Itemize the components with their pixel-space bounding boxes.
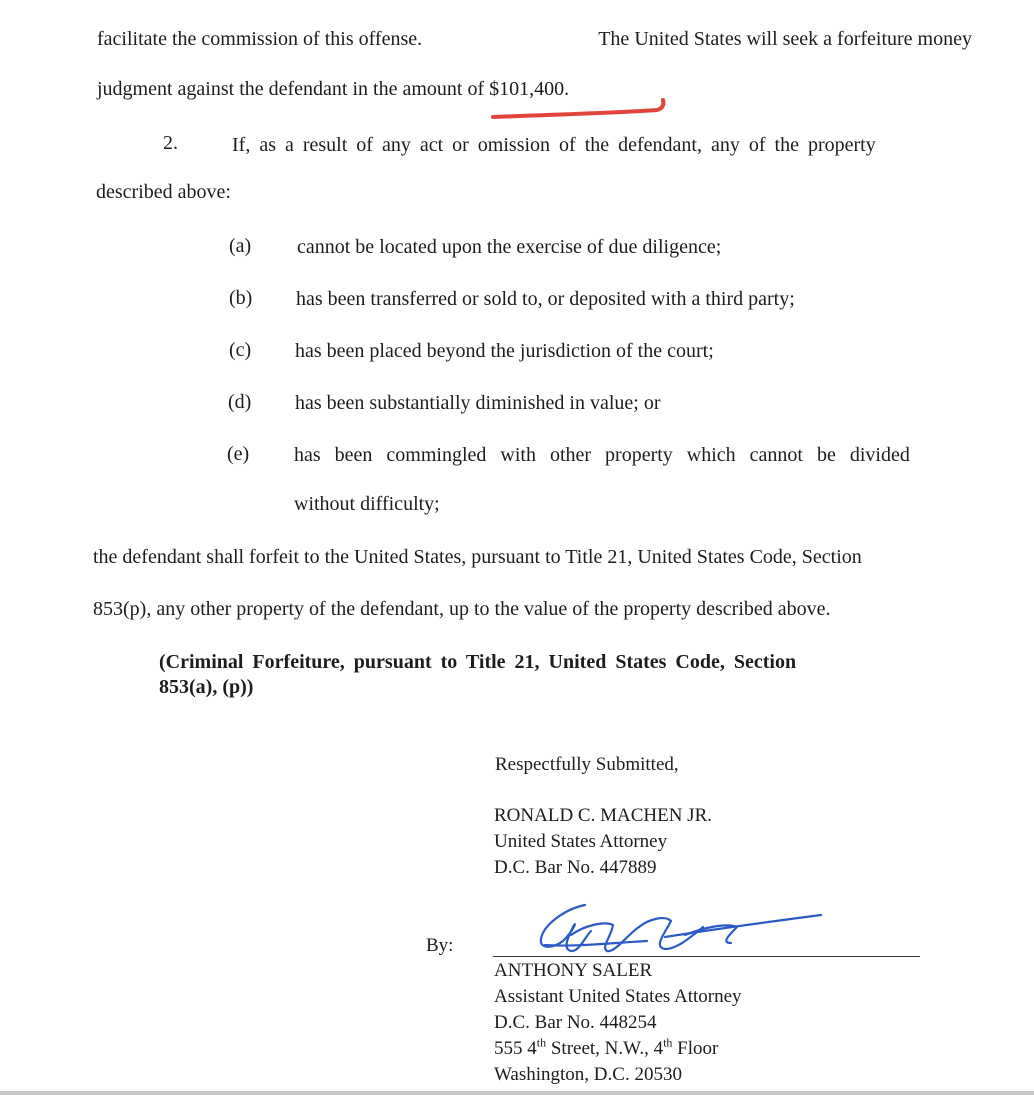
citation-line1-text: (Criminal Forfeiture, pursuant to Title 21, United States Code, Section — [159, 651, 797, 673]
signer-title: Assistant United States Attorney — [494, 986, 742, 1007]
attorney-title: United States Attorney — [494, 831, 668, 852]
signer-bar-number: D.C. Bar No. 448254 — [494, 1012, 657, 1033]
red-underline-annotation — [485, 95, 685, 125]
item-e-text-span: has been commingled with other property which cannot be divided — [294, 444, 910, 466]
closing-line2: 853(p), any other property of the defendant, up to the value of the property described above. — [93, 598, 831, 620]
salutation: Respectfully Submitted, — [495, 754, 679, 775]
paragraph1-line1 — [97, 28, 972, 51]
item-d-text: has been substantially diminished in value; or — [295, 392, 661, 414]
item-a-label: (a) — [229, 235, 252, 257]
item-b-label: (b) — [229, 287, 253, 309]
paragraph1-line1-a: facilitate the commission of this offense. — [97, 28, 423, 50]
item-e-label: (e) — [227, 443, 250, 465]
address-sup2: th — [663, 1035, 673, 1050]
paragraph2-line1 — [232, 134, 972, 157]
address-end: Floor — [672, 1038, 719, 1059]
citation-line1 — [159, 651, 899, 674]
signer-city: Washington, D.C. 20530 — [494, 1064, 682, 1085]
address-number: 555 4 — [494, 1038, 537, 1059]
address-mid: Street, N.W., 4 — [546, 1038, 664, 1059]
attorney-bar-number: D.C. Bar No. 447889 — [494, 857, 657, 878]
item-d-label: (d) — [228, 391, 252, 413]
handwritten-signature — [515, 897, 845, 967]
item-b-text: has been transferred or sold to, or deposited with a third party; — [296, 288, 795, 310]
paragraph2-line2: described above: — [96, 181, 231, 203]
citation-line2: 853(a), (p)) — [159, 676, 254, 698]
paragraph2-line1-text: If, as a result of any act or omission of the defendant, any of the property — [232, 134, 876, 156]
item-e-continuation: without difficulty; — [294, 493, 440, 515]
page-bottom-edge — [0, 1091, 1034, 1095]
closing-line1: the defendant shall forfeit to the United States, pursuant to Title 21, United States Code, Section — [93, 546, 862, 568]
by-label: By: — [426, 935, 454, 956]
address-sup1: th — [536, 1035, 547, 1050]
item-c-label: (c) — [229, 339, 252, 361]
item-e-text — [294, 444, 970, 467]
item-c-text: has been placed beyond the jurisdiction of the court; — [295, 340, 714, 362]
attorney-name: RONALD C. MACHEN JR. — [494, 805, 712, 826]
paragraph1-line1-b: The United States will seek a forfeiture money — [598, 28, 972, 50]
paragraph2-number: 2. — [163, 132, 178, 154]
item-a-text: cannot be located upon the exercise of due diligence; — [297, 236, 722, 258]
signer-address — [494, 1035, 719, 1060]
signer-name: ANTHONY SALER — [494, 960, 653, 981]
paragraph1-line2: judgment against the defendant in the amount of $101,400. — [97, 78, 570, 100]
